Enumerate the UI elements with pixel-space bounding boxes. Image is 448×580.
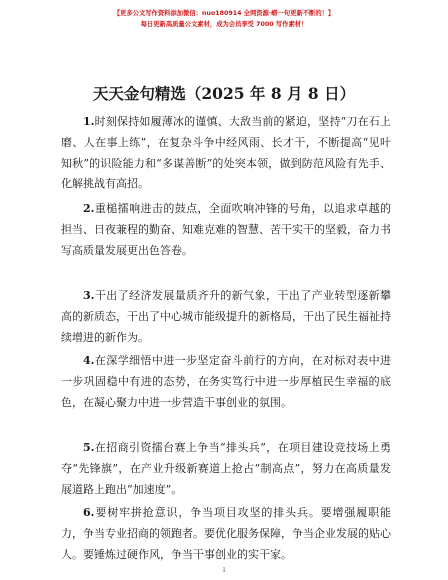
paragraph-1: [61, 112, 391, 195]
document-title: 天天金句精选（2025 年 8 月 8 日）: [92, 84, 356, 103]
paragraph-text: 在深学细悟中进一步坚定奋斗前行的方向，在对标对表中进一步巩固稳中有进的态势，在务实笃行中进一步厚植民生幸福的底色，在凝心聚力中进一步营造干事创业的氛围。: [61, 354, 391, 409]
paragraph-number: 1.: [83, 115, 95, 128]
paragraph-6: [61, 503, 391, 565]
paragraph-5: [61, 438, 391, 500]
paragraph-number: 5.: [83, 441, 95, 454]
paragraph-2: [61, 199, 391, 261]
promo-banner-line-1: 【更多公文写作资料添加微信：nuo180914 全网资源·崂一句更新不断的！】: [113, 10, 335, 17]
paragraph-text: 在招商引资擂台赛上争当“排头兵”，在项目建设竞技场上勇夺“先锋旗”，在产业升级新赛道上抢占“制高点”，努力在高质量发展道路上跑出“加速度”。: [61, 441, 391, 496]
paragraph-text: 干出了经济发展量质齐升的新气象，干出了产业转型逐新攀高的新质态，干出了中心城市能级提升的新格局，干出了民生福祉持续增进的新作为。: [61, 289, 391, 344]
paragraph-number: 3.: [83, 289, 95, 302]
promo-banner-line-2: 每日更新高质量公文素材，成为会员享受 7000 写作素材！: [140, 21, 308, 28]
paragraph-text: 时刻保持如履薄冰的谨慎、大敌当前的紧迫，坚持“刀在石上磨、人在事上练”，在复杂斗争中经风雨、长才干，不断提高“见叶知秋”的识险能力和“多谋善断”的处突本领，做到防范风险有先手、化解挑战有高招。: [61, 115, 391, 191]
paragraph-text: 重槌擂响进击的鼓点，全面吹响冲锋的号角，以追求卓越的担当、日夜兼程的勤奋、知难克难的智慧、苦干实干的坚毅，奋力书写高质量发展更出色答卷。: [61, 202, 391, 257]
paragraph-number: 2.: [83, 202, 95, 215]
paragraph-number: 6.: [83, 506, 95, 519]
page-number: 1: [222, 566, 226, 574]
paragraph-3: [61, 286, 391, 348]
paragraph-text: 要树牢拼抢意识，争当项目攻坚的排头兵。要增强履职能力，争当专业招商的领跑者。要优化服务保障，争当企业发展的贴心人。要锤炼过硬作风，争当干事创业的实干家。: [61, 506, 391, 561]
paragraph-4: [61, 351, 391, 413]
paragraph-number: 4.: [83, 354, 95, 367]
